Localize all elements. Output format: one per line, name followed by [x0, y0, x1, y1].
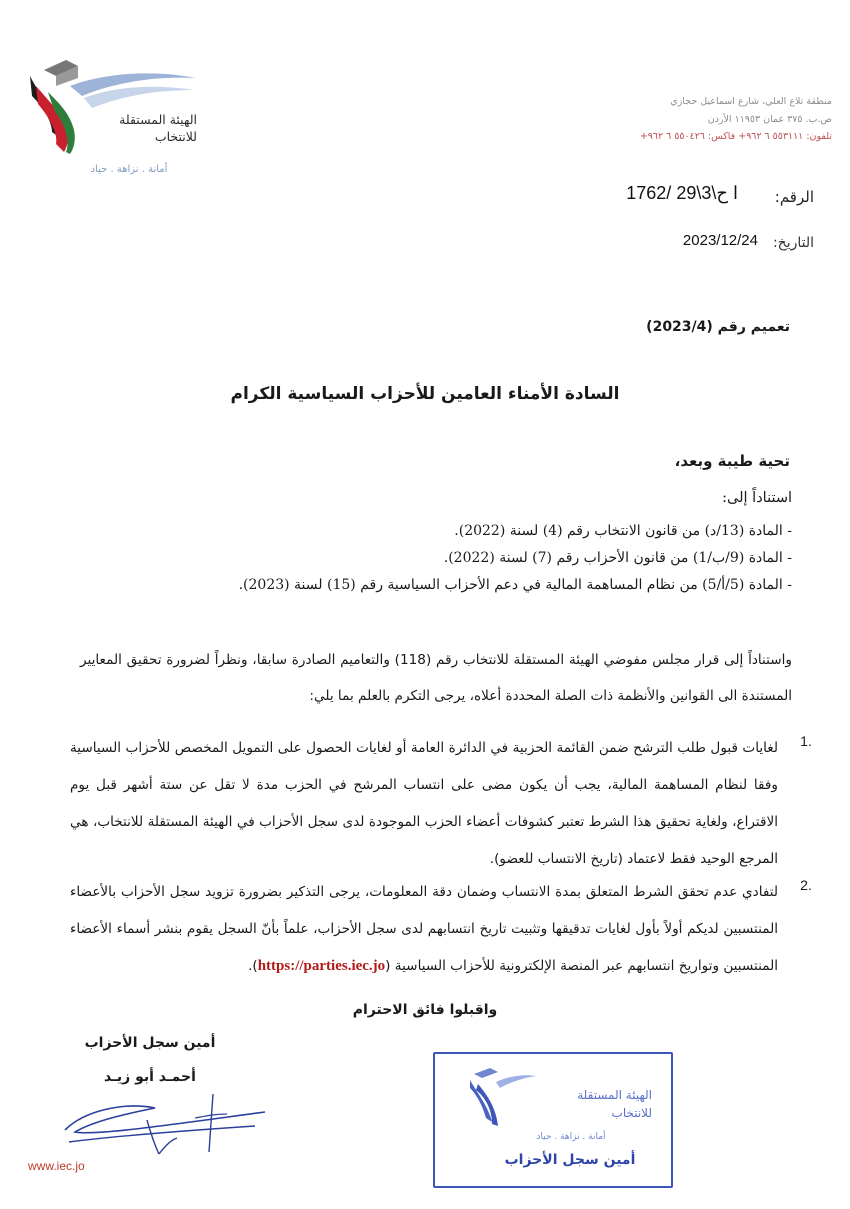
- numbered-item-text: لتفادي عدم تحقق الشرط المتعلق بمدة الانتساب وضمان دقة المعلومات، يرجى التذكير بضرورة تزويد سجل الأحزاب بالأعضاء المنتسبين لديكم أولاً بأول لغايات تدقيقها وتثبيت تاريخ انتسابهم لدى سجل الأحزاب، علماً بأنّ السجل يقوم بنشر أسماء الأعضاء المنتسبين وتواريخ انتسابهم عبر المنصة الإلكترونية للأحزاب السياسية (: [70, 884, 778, 974]
- numbered-item-text-end: ).: [248, 958, 258, 974]
- signatory-title: أمين سجل الأحزاب: [84, 1035, 216, 1051]
- legal-reference-item: - المادة (9/ب/1) من قانون الأحزاب رقم (7) لسنة (2022).: [443, 550, 792, 566]
- circular-number: تعميم رقم (2023/4): [646, 319, 790, 335]
- closing-line: واقبلوا فائق الاحترام: [352, 1002, 498, 1018]
- addressee-heading: السادة الأمناء العامين للأحزاب السياسية الكرام: [230, 384, 620, 404]
- legal-reference-item: - المادة (13/د) من قانون الانتخاب رقم (4) لسنة (2022).: [454, 523, 792, 539]
- based-on-label: استناداً إلى:: [722, 490, 792, 506]
- stamp-org-name-line2: للانتخاب: [611, 1106, 652, 1120]
- phone-fax-line: تلفون: ٥٥٣١١١ ٦ ٩٦٢+ فاكس: ٥٥٠٤٢٦ ٦ ٩٦٢+: [639, 131, 832, 142]
- greeting: تحية طيبة وبعد،: [674, 452, 790, 470]
- item-number: 1.: [800, 733, 812, 749]
- legal-reference-item: - المادة (5/أ/5) من نظام المساهمة المالية في دعم الأحزاب السياسية رقم (15) لسنة (2023).: [238, 577, 792, 593]
- logo-slogan: أمانة . نزاهة . حياد: [90, 164, 168, 175]
- po-box-line: ص.ب. ٣٧٥ عمان ١١٩٥٣ الأردن: [707, 114, 832, 125]
- reference-label: الرقم:: [774, 188, 814, 206]
- date-value: 2023/12/24: [682, 232, 758, 249]
- stamp-title: أمين سجل الأحزاب: [504, 1152, 636, 1168]
- numbered-item: [70, 874, 778, 985]
- footer-website[interactable]: www.iec.jo: [28, 1159, 85, 1173]
- logo-org-name-line1: الهيئة المستقلة: [119, 112, 197, 127]
- numbered-item-text: لغايات قبول طلب الترشح ضمن القائمة الحزبية في الدائرة العامة أو لغايات الحصول على التمويل المخصص للأحزاب السياسية وفقا لنظام المساهمة المالية، يجب أن يكون مضى على انتساب المرشح في الحزب مدة لا تقل عن ستة أشهر قبل يوم الاقتراع، ولغاية تحقيق هذا الشرط تعتبر كشوفات أعضاء الحزب الموجودة لدى سجل الأحزاب في الهيئة المستقلة للانتخاب، هي المرجع الوحيد فقط لاعتماد (تاريخ الانتساب للعضو).: [70, 740, 778, 867]
- address-line: منطقة تلاع العلي، شارع اسماعيل حجازي: [670, 96, 832, 107]
- stamp-slogan: أمانة . نزاهة . حياد: [536, 1132, 606, 1142]
- signatory-name: أحمـد أبو زيـد: [104, 1069, 196, 1085]
- logo-org-name-line2: للانتخاب: [154, 129, 197, 144]
- stamp-org-name-line1: الهيئة المستقلة: [577, 1088, 652, 1102]
- item-number: 2.: [800, 877, 812, 893]
- reference-number: ا ح\3\29 /1762: [626, 183, 738, 203]
- handwritten-signature: [55, 1090, 280, 1160]
- date-label: التاريخ:: [772, 235, 814, 251]
- intro-paragraph: واستناداً إلى قرار مجلس مفوضي الهيئة المستقلة للانتخاب رقم (118) والتعاميم الصادرة سابقا، ونظراً لضرورة تحقيق المعايير المستندة الى القوانين والأنظمة ذات الصلة المحددة أعلاه، يرجى التكرم بالعلم بما يلي:: [80, 652, 792, 704]
- parties-platform-link[interactable]: https://parties.iec.jo: [257, 958, 386, 974]
